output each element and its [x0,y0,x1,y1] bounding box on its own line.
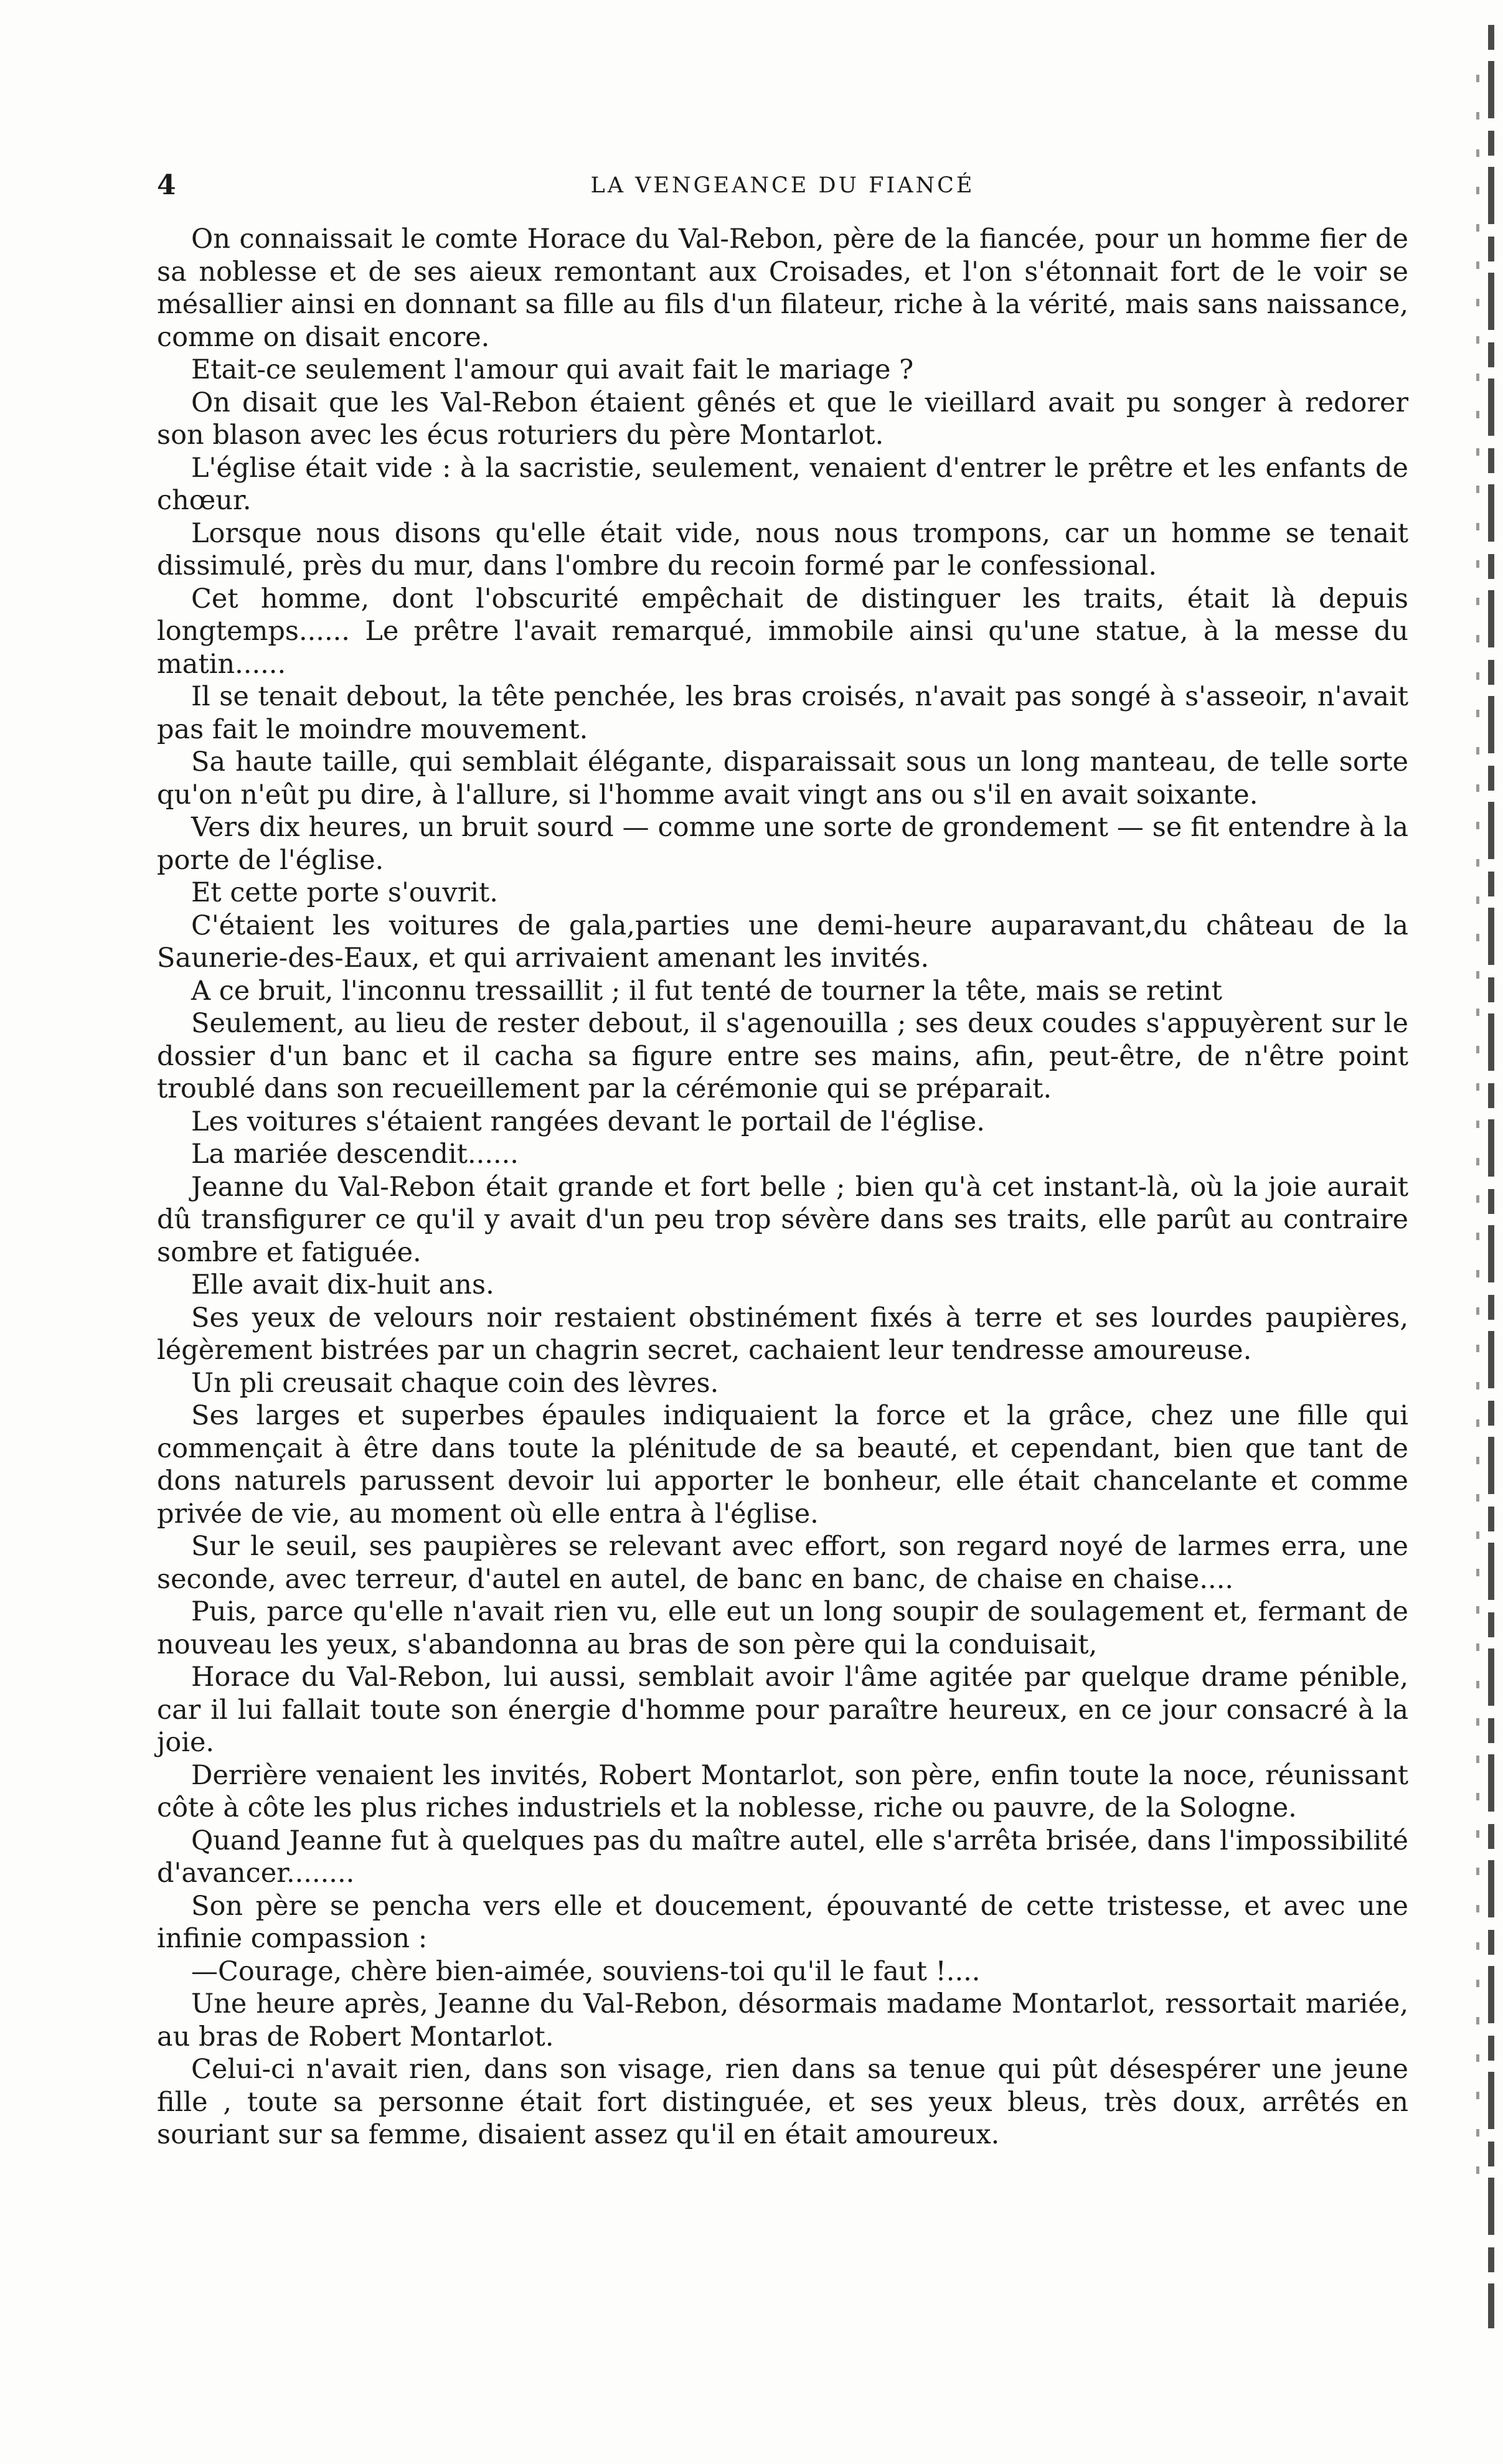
paragraph: Sa haute taille, qui semblait élégante, disparaissait sous un long manteau, de telle sorte qu'on n'eût pu dire, à l'allure, si l'homme avait vingt ans ou s'il en avait soixante. [157,746,1408,811]
paragraph: Celui-ci n'avait rien, dans son visage, rien dans sa tenue qui pût désespérer une jeune fille , toute sa personne était fort distinguée, et ses yeux bleus, très doux, arrêtés en souriant sur sa femme, disaient assez qu'il en était amoureux. [157,2054,1408,2150]
paragraph: Jeanne du Val-Rebon était grande et fort belle ; bien qu'à cet instant-là, où la joie aurait dû transfigurer ce qu'il y avait d'un peu trop sévère dans ses traits, elle parût au contraire sombre et fatiguée. [157,1171,1408,1268]
page-edge-scan-mark [1476,75,1479,2191]
paragraph: Lorsque nous disons qu'elle était vide, nous nous trompons, car un homme se tenait dissimulé, près du mur, dans l'ombre du recoin formé par le confessional. [157,517,1408,581]
paragraph: C'étaient les voitures de gala,parties une demi-heure auparavant,du château de la Saunerie-des-Eaux, et qui arrivaient amenant les invités. [157,910,1408,974]
paragraph: L'église était vide : à la sacristie, seulement, venaient d'entrer le prêtre et les enfants de chœur. [157,452,1408,516]
paragraph: Cet homme, dont l'obscurité empêchait de distinguer les traits, était là depuis longtemps...... Le prêtre l'avait remarqué, immobile ainsi qu'une statue, à la messe du matin...... [157,583,1408,680]
paragraph: Un pli creusait chaque coin des lèvres. [191,1367,719,1399]
paragraph: Derrière venaient les invités, Robert Montarlot, son père, enfin toute la noce, réunissant côte à côte les plus riches industriels et la noblesse, riche ou pauvre, de la Sologne. [157,1759,1408,1823]
paragraph: Etait-ce seulement l'amour qui avait fait le mariage ? [191,354,914,385]
paragraph: On disait que les Val-Rebon étaient gênés et que le vieillard avait pu songer à redorer son blason avec les écus roturiers du père Montarlot. [157,387,1408,451]
body-text [157,223,1408,2151]
paragraph: Ses yeux de velours noir restaient obstinément fixés à terre et ses lourdes paupières, légèrement bistrées par un chagrin secret, cachaient leur tendresse amoureuse. [157,1302,1408,1366]
running-title: LA VENGEANCE DU FIANCÉ [590,173,975,198]
paragraph: Il se tenait debout, la tête penchée, les bras croisés, n'avait pas songé à s'asseoir, n'avait pas fait le moindre mouvement. [157,681,1408,745]
paragraph: Les voitures s'étaient rangées devant le portail de l'église. [191,1106,985,1137]
paragraph: Quand Jeanne fut à quelques pas du maître autel, elle s'arrêta brisée, dans l'impossibilité d'avancer........ [157,1825,1408,1889]
paragraph: La mariée descendit...... [191,1139,519,1170]
paragraph: A ce bruit, l'inconnu tressaillit ; il fut tenté de tourner la tête, mais se retint [191,975,1222,1007]
page-number: 4 [157,169,176,201]
paragraph: Horace du Val-Rebon, lui aussi, semblait avoir l'âme agitée par quelque drame pénible, car il lui fallait toute son énergie d'homme pour paraître heureux, en ce jour consacré à la joie. [157,1662,1408,1758]
paragraph: On connaissait le comte Horace du Val-Rebon, père de la fiancée, pour un homme fier de sa noblesse et de ses aieux remontant aux Croisades, et l'on s'étonnait fort de le voir se mésallier ainsi en donnant sa fille au fils d'un filateur, riche à la vérité, mais sans naissance, comme on disait encore. [157,223,1408,353]
page-edge-scan-mark [1488,25,1494,2328]
paragraph: Vers dix heures, un bruit sourd — comme une sorte de grondement — se fit entendre à la porte de l'église. [157,812,1408,876]
paragraph: —Courage, chère bien-aimée, souviens-toi qu'il le faut !.... [191,1955,981,1987]
paragraph: Sur le seuil, ses paupières se relevant avec effort, son regard noyé de larmes erra, une seconde, avec terreur, d'autel en autel, de banc en banc, de chaise en chaise.... [157,1531,1408,1595]
page-header [157,167,1408,204]
paragraph: Et cette porte s'ouvrit. [191,877,498,908]
paragraph: Une heure après, Jeanne du Val-Rebon, désormais madame Montarlot, ressortait mariée, au bras de Robert Montarlot. [157,1988,1408,2053]
paragraph: Seulement, au lieu de rester debout, il s'agenouilla ; ses deux coudes s'appuyèrent sur le dossier d'un banc et il cacha sa figure entre ses mains, afin, peut-être, de n'être point troublé dans son recueillement par la cérémonie qui se préparait. [157,1008,1408,1104]
paragraph: Puis, parce qu'elle n'avait rien vu, elle eut un long soupir de soulagement et, fermant de nouveau les yeux, s'abandonna au bras de son père qui la conduisait, [157,1596,1408,1660]
paragraph: Ses larges et superbes épaules indiquaient la force et la grâce, chez une fille qui commençait à être dans toute la plénitude de sa beauté, et cependant, bien que tant de dons naturels parussent devoir lui apporter le bonheur, elle était chancelante et comme privée de vie, au moment où elle entra à l'église. [157,1400,1408,1530]
paragraph: Elle avait dix-huit ans. [191,1269,494,1300]
paragraph: Son père se pencha vers elle et doucement, épouvanté de cette tristesse, et avec une infinie compassion : [157,1890,1408,1954]
